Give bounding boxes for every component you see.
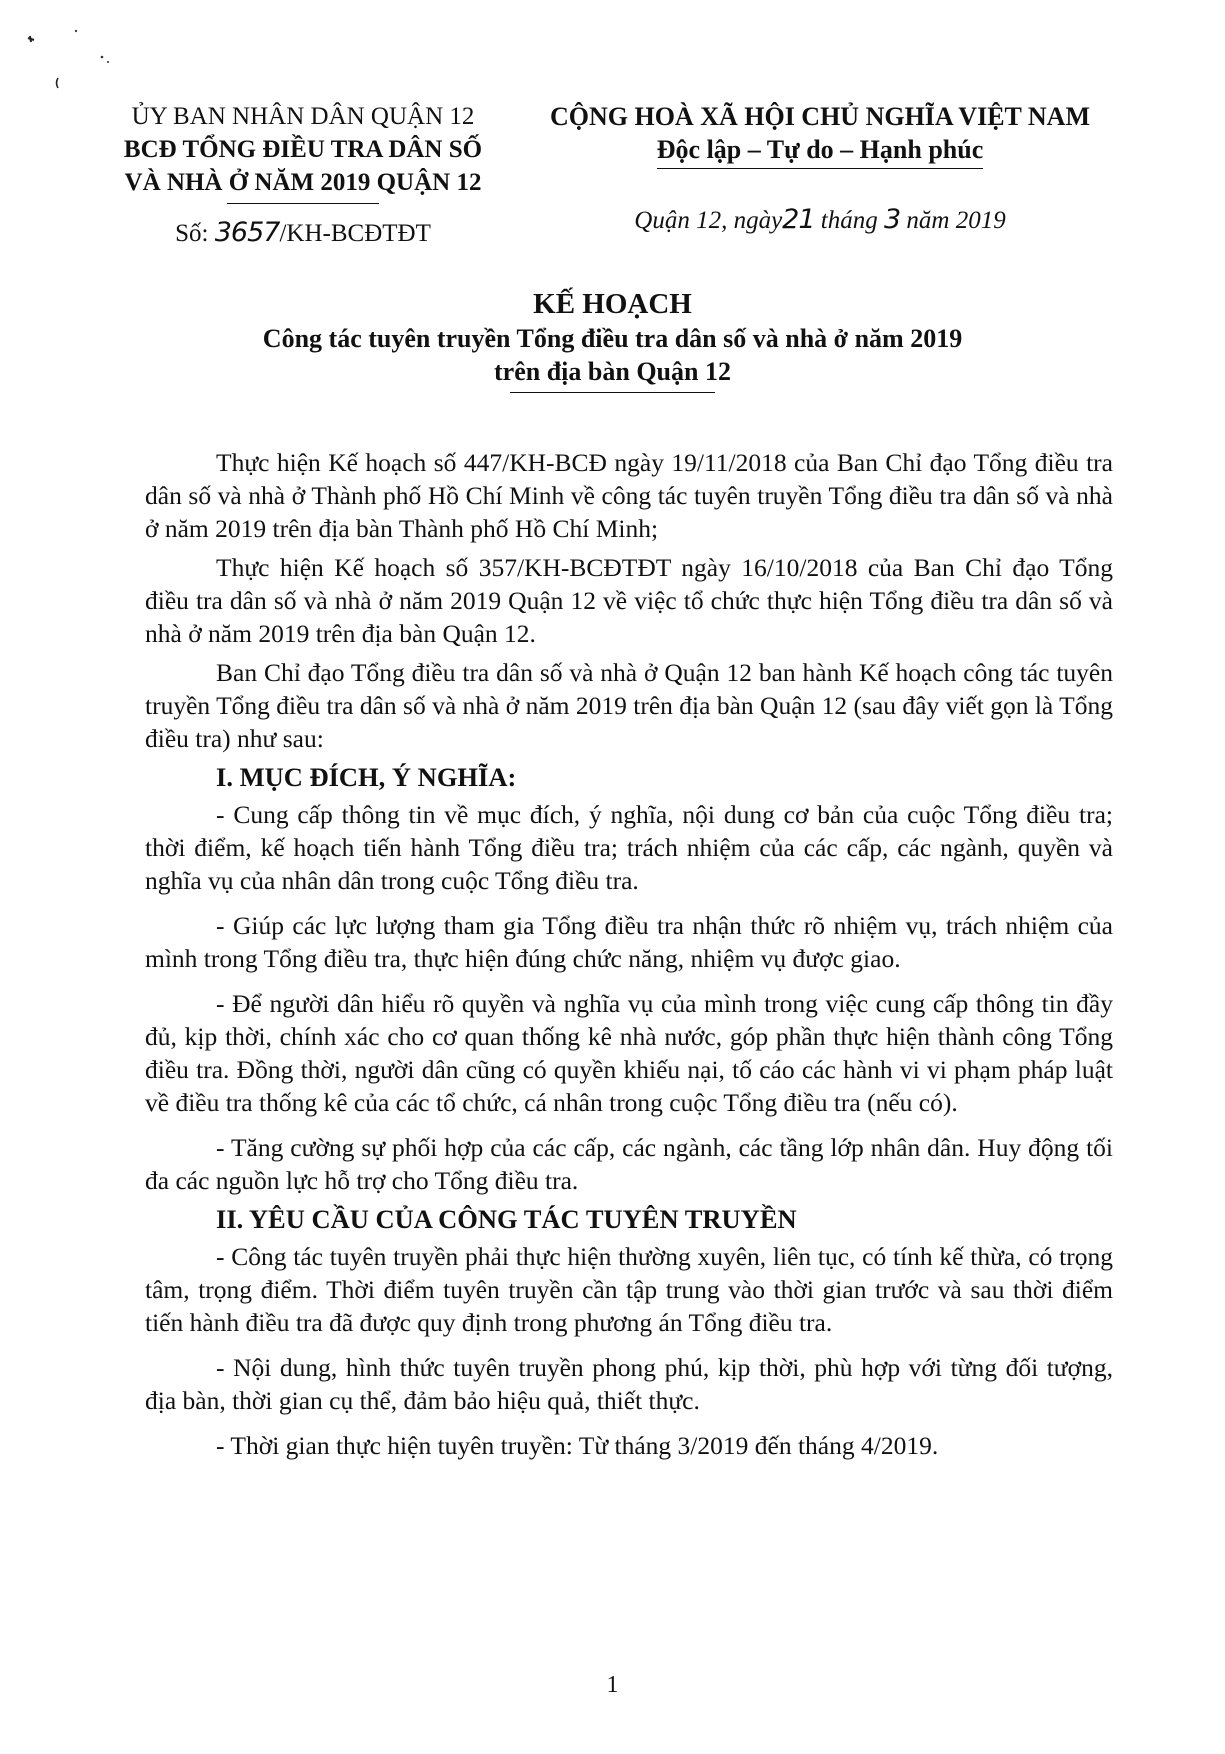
title-subject: Công tác tuyên truyền Tổng điều tra dân số và nhà ở năm 2019 — [262, 324, 963, 353]
issuing-agency — [98, 100, 508, 250]
country-name: CỘNG HOÀ XÃ HỘI CHỦ NGHĨA VIỆT NAM — [549, 102, 1091, 131]
committee-name-cont: VÀ NHÀ Ở NĂM 2019 QUẬN 12 — [124, 169, 482, 196]
handwritten-month: 3 — [883, 204, 901, 235]
document-body — [145, 446, 1113, 1468]
document-title — [0, 286, 1225, 393]
national-motto: Độc lập – Tự do – Hạnh phúc — [657, 133, 984, 169]
agency-name: ỦY BAN NHÂN DÂN QUẬN 12 — [131, 103, 475, 130]
intro-paragraph: Thực hiện Kế hoạch số 447/KH-BCĐ ngày 19/11/2018 của Ban Chỉ đạo Tổng điều tra dân số và nhà ở Thành phố Hồ Chí Minh về công tác tuyên truyền Tổng điều tra dân số và nhà ở năm 2019 trên địa bàn Thành phố Hồ Chí Minh; — [145, 448, 1113, 543]
agency-underline — [227, 203, 379, 204]
title-main: KẾ HOẠCH — [533, 288, 692, 320]
intro-paragraph: Ban Chỉ đạo Tổng điều tra dân số và nhà ở Quận 12 ban hành Kế hoạch công tác tuyên truyền Tổng điều tra dân số và nhà ở năm 2019 trên địa bàn Quận 12 (sau đây viết gọn là Tổng điều tra) như sau: — [145, 658, 1113, 753]
committee-name: BCĐ TỔNG ĐIỀU TRA DÂN SỐ — [123, 136, 483, 163]
section-heading-requirements: II. YÊU CẦU CỦA CÔNG TÁC TUYÊN TRUYỀN — [216, 1204, 797, 1234]
purpose-item: - Cung cấp thông tin về mục đích, ý nghĩa, nội dung cơ bản của cuộc Tổng điều tra; thời điểm, kế hoạch tiến hành Tổng điều tra; trách nhiệm của các cấp, các ngành, quyền và nghĩa vụ của nhân dân trong cuộc Tổng điều tra. — [145, 800, 1113, 895]
requirement-item: - Thời gian thực hiện tuyên truyền: Từ tháng 3/2019 đến tháng 4/2019. — [216, 1431, 939, 1460]
date-suffix: năm 2019 — [900, 207, 1006, 234]
number-suffix: /KH-BCĐTĐT — [279, 220, 431, 247]
document-date — [520, 204, 1120, 235]
national-header — [520, 100, 1120, 169]
document-number — [98, 216, 508, 250]
number-prefix: Số: — [175, 220, 215, 247]
title-scope: trên địa bàn Quận 12 — [494, 357, 731, 386]
title-underline — [510, 392, 715, 393]
handwritten-day: 21 — [782, 204, 815, 235]
requirement-item: - Nội dung, hình thức tuyên truyền phong phú, kịp thời, phù hợp với từng đối tượng, địa bàn, thời gian cụ thể, đảm bảo hiệu quả, thiết thực. — [145, 1353, 1113, 1415]
date-mid: tháng — [814, 207, 884, 234]
date-prefix: Quận 12, ngày — [634, 207, 783, 234]
requirement-item: - Công tác tuyên truyền phải thực hiện thường xuyên, liên tục, có tính kế thừa, có trọng tâm, trọng điểm. Thời điểm tuyên truyền cần tập trung vào thời gian trước và sau thời điểm tiến hành điều tra đã được quy định trong phương án Tổng điều tra. — [145, 1242, 1113, 1337]
intro-paragraph: Thực hiện Kế hoạch số 357/KH-BCĐTĐT ngày 16/10/2018 của Ban Chỉ đạo Tổng điều tra dân số và nhà ở năm 2019 Quận 12 về việc tổ chức thực hiện Tổng điều tra dân số và nhà ở năm 2019 trên địa bàn Quận 12. — [145, 553, 1113, 648]
handwritten-number: 3657 — [214, 217, 280, 248]
page-number: 1 — [606, 1672, 619, 1698]
purpose-item: - Để người dân hiểu rõ quyền và nghĩa vụ của mình trong việc cung cấp thông tin đầy đủ, kịp thời, chính xác cho cơ quan thống kê nhà nước, góp phần thực hiện thành công Tổng điều tra. Đồng thời, người dân cũng có quyền khiếu nại, tố cáo các hành vi vi phạm pháp luật về điều tra thống kê của các tổ chức, cá nhân trong cuộc Tổng điều tra (nếu có). — [145, 989, 1113, 1117]
section-heading-purpose: I. MỤC ĐÍCH, Ý NGHĨA: — [216, 762, 517, 792]
purpose-item: - Giúp các lực lượng tham gia Tổng điều tra nhận thức rõ nhiệm vụ, trách nhiệm của mình trong Tổng điều tra, thực hiện đúng chức năng, nhiệm vụ được giao. — [145, 911, 1113, 973]
purpose-item: - Tăng cường sự phối hợp của các cấp, các ngành, các tầng lớp nhân dân. Huy động tối đa các nguồn lực hỗ trợ cho Tổng điều tra. — [145, 1133, 1113, 1195]
scan-specks — [0, 0, 120, 110]
